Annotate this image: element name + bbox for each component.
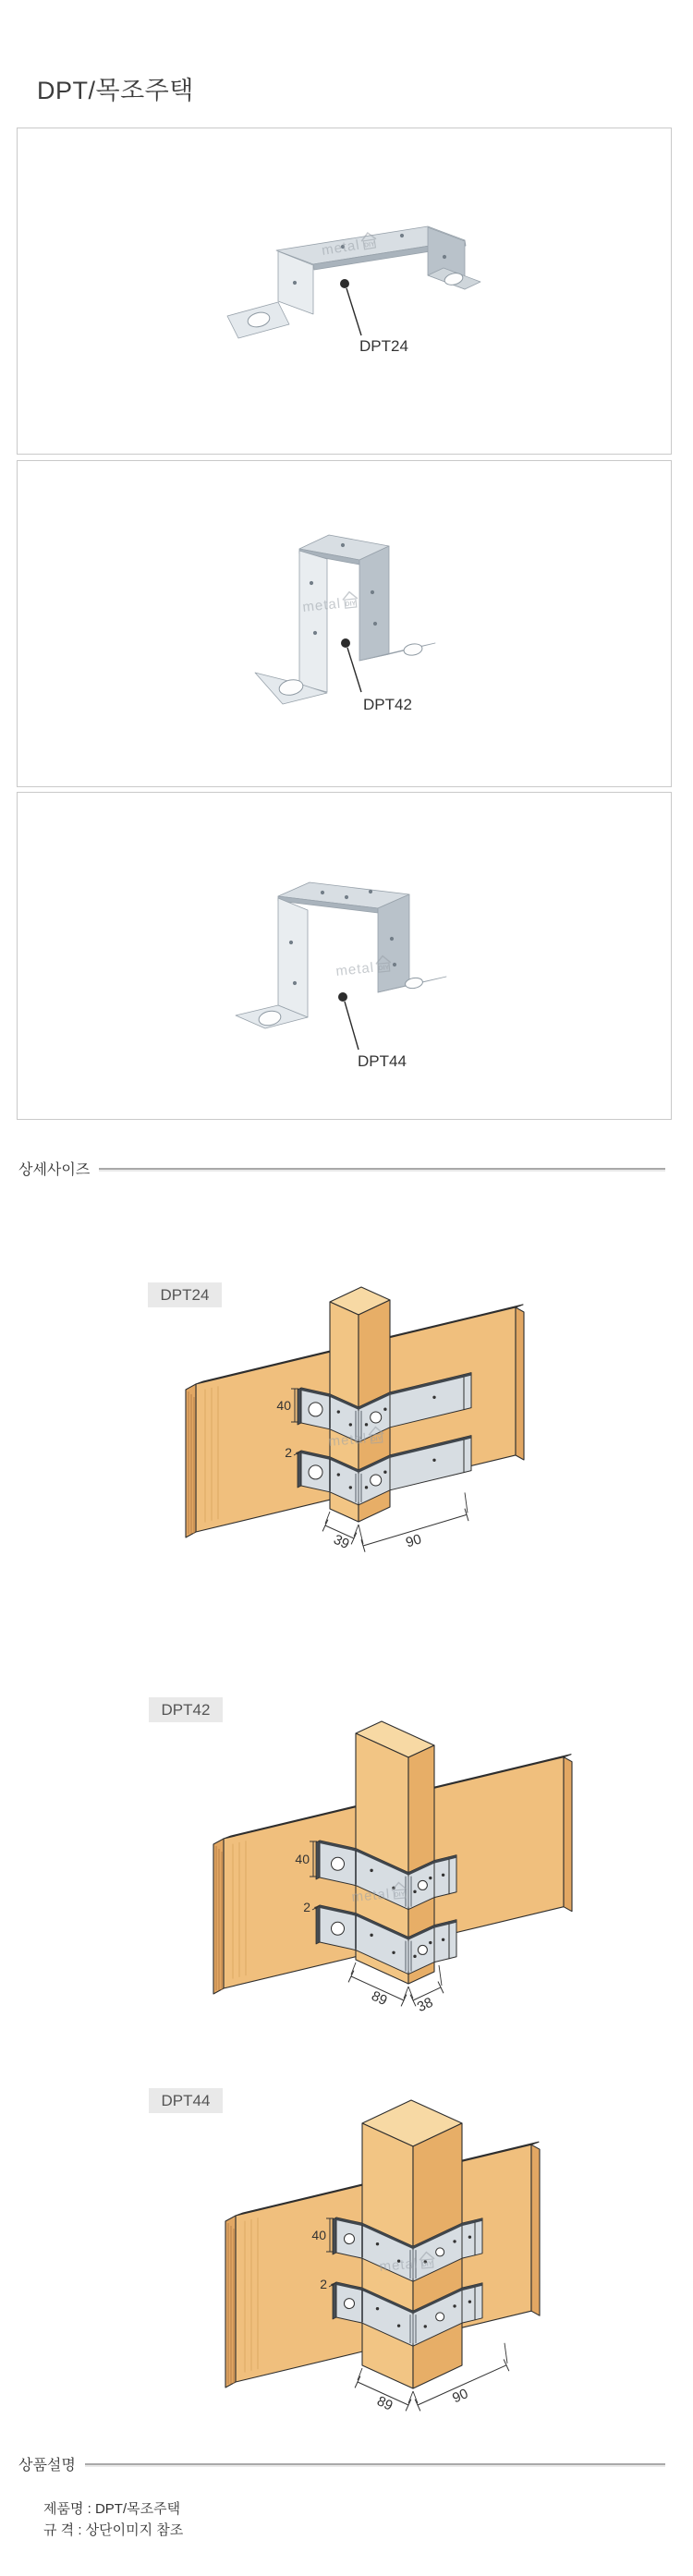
- svg-text:38: 38: [414, 1994, 436, 2016]
- svg-text:89: 89: [369, 1987, 390, 2010]
- section-heading-text: 상세사이즈: [18, 1162, 91, 1178]
- size-diagram-dpt42: [120, 1693, 582, 2035]
- section-heading-size: [18, 1158, 665, 1179]
- svg-text:39: 39: [331, 1531, 352, 1553]
- page-title: DPT/목조주택: [37, 77, 194, 104]
- svg-text:DIY: DIY: [345, 600, 357, 609]
- svg-text:90: 90: [404, 1531, 424, 1551]
- section-heading-text: 상품설명: [18, 2458, 76, 2473]
- svg-text:40: 40: [276, 1398, 291, 1413]
- product-callout-label: DPT42: [363, 696, 412, 713]
- svg-text:DIY: DIY: [378, 964, 390, 973]
- svg-text:40: 40: [311, 2228, 326, 2242]
- size-diagram-dpt24: [120, 1280, 582, 1585]
- section-rule: [85, 2463, 665, 2465]
- diagram-label-dpt24: DPT24: [148, 1282, 222, 1307]
- svg-text:40: 40: [295, 1852, 310, 1866]
- product-description: [43, 2498, 183, 2541]
- diagram-label-dpt44: DPT44: [149, 2088, 223, 2113]
- svg-text:DIY: DIY: [363, 241, 376, 249]
- product-callout-label: DPT24: [359, 337, 408, 355]
- svg-text:metal: metal: [378, 2255, 419, 2275]
- svg-text:metal: metal: [327, 1430, 368, 1450]
- svg-text:90: 90: [450, 2386, 471, 2407]
- svg-text:metal: metal: [320, 237, 361, 259]
- product-photo-dpt44: [18, 793, 671, 1119]
- svg-text:DIY: DIY: [371, 1435, 383, 1443]
- svg-text:DIY: DIY: [394, 1890, 406, 1899]
- product-photo-dpt24: [18, 128, 671, 454]
- svg-text:2: 2: [320, 2277, 327, 2291]
- section-rule: [99, 1168, 665, 1170]
- product-photo-box-dpt44: [17, 792, 672, 1120]
- product-photo-box-dpt24: [17, 128, 672, 455]
- product-photo-dpt42: [18, 461, 671, 786]
- description-row-name: 제품명 : DPT/목조주택: [43, 2501, 181, 2517]
- svg-text:metal: metal: [334, 959, 375, 979]
- description-row-spec: 규 격 : 상단이미지 참조: [43, 2522, 184, 2538]
- svg-text:DIY: DIY: [421, 2260, 433, 2268]
- svg-text:metal: metal: [350, 1886, 391, 1905]
- svg-text:89: 89: [374, 2393, 395, 2414]
- svg-text:metal: metal: [301, 595, 342, 615]
- size-diagram-dpt44: [120, 2084, 582, 2435]
- svg-text:2: 2: [303, 1900, 310, 1914]
- product-callout-label: DPT44: [358, 1052, 407, 1070]
- diagram-label-dpt42: DPT42: [149, 1697, 223, 1722]
- svg-text:2: 2: [285, 1445, 292, 1460]
- section-heading-description: [18, 2453, 665, 2474]
- product-photo-box-dpt42: [17, 460, 672, 787]
